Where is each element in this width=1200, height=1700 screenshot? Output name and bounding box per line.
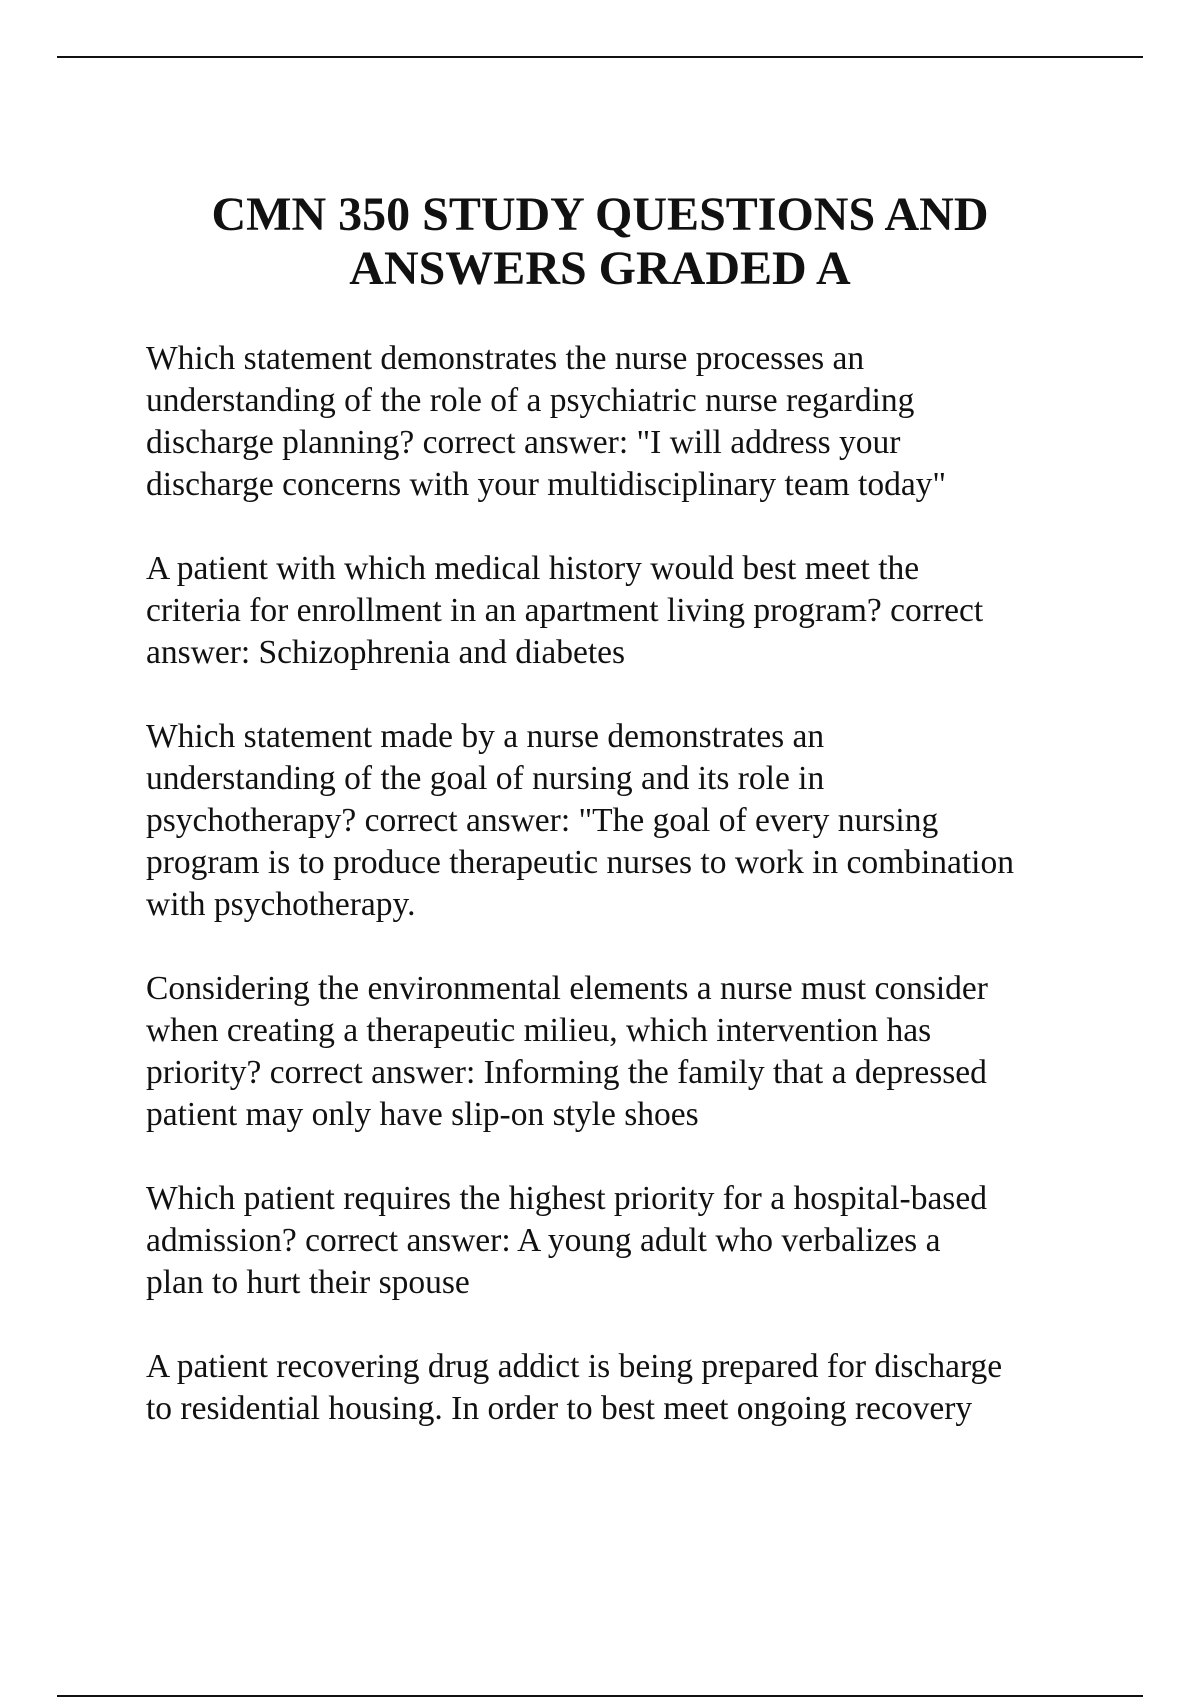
qa-list	[146, 338, 1106, 1472]
qa-line: Which patient requires the highest priority for a hospital-based	[146, 1180, 987, 1217]
qa-line: patient may only have slip-on style shoes	[146, 1096, 699, 1133]
qa-item	[146, 1346, 1106, 1430]
qa-item	[146, 548, 1106, 674]
qa-item	[146, 338, 1106, 506]
qa-line: with psychotherapy.	[146, 886, 416, 923]
qa-line: discharge concerns with your multidisciplinary team today"	[146, 466, 947, 503]
qa-line: admission? correct answer: A young adult who verbalizes a	[146, 1222, 941, 1259]
qa-line: Which statement made by a nurse demonstrates an	[146, 718, 825, 755]
qa-line: to residential housing. In order to best meet ongoing recovery	[146, 1390, 973, 1427]
top-rule	[57, 56, 1143, 58]
document-title	[100, 188, 1100, 296]
bottom-rule	[57, 1695, 1143, 1697]
qa-line: program is to produce therapeutic nurses to work in combination	[146, 844, 1014, 881]
qa-item	[146, 968, 1106, 1136]
qa-line: priority? correct answer: Informing the family that a depressed	[146, 1054, 987, 1091]
qa-line: A patient with which medical history would best meet the	[146, 550, 920, 587]
title-line: CMN 350 STUDY QUESTIONS AND	[211, 188, 989, 241]
qa-item	[146, 716, 1106, 926]
title-line: ANSWERS GRADED A	[349, 242, 851, 295]
qa-item	[146, 1178, 1106, 1304]
qa-line: understanding of the role of a psychiatric nurse regarding	[146, 382, 915, 419]
qa-line: A patient recovering drug addict is being prepared for discharge	[146, 1348, 1003, 1385]
qa-line: psychotherapy? correct answer: "The goal of every nursing	[146, 802, 939, 839]
qa-line: Considering the environmental elements a nurse must consider	[146, 970, 988, 1007]
qa-line: answer: Schizophrenia and diabetes	[146, 634, 626, 671]
qa-line: when creating a therapeutic milieu, which intervention has	[146, 1012, 932, 1049]
qa-line: criteria for enrollment in an apartment living program? correct	[146, 592, 984, 629]
qa-line: discharge planning? correct answer: "I will address your	[146, 424, 901, 461]
qa-line: plan to hurt their spouse	[146, 1264, 470, 1301]
qa-line: Which statement demonstrates the nurse processes an	[146, 340, 865, 377]
qa-line: understanding of the goal of nursing and its role in	[146, 760, 825, 797]
